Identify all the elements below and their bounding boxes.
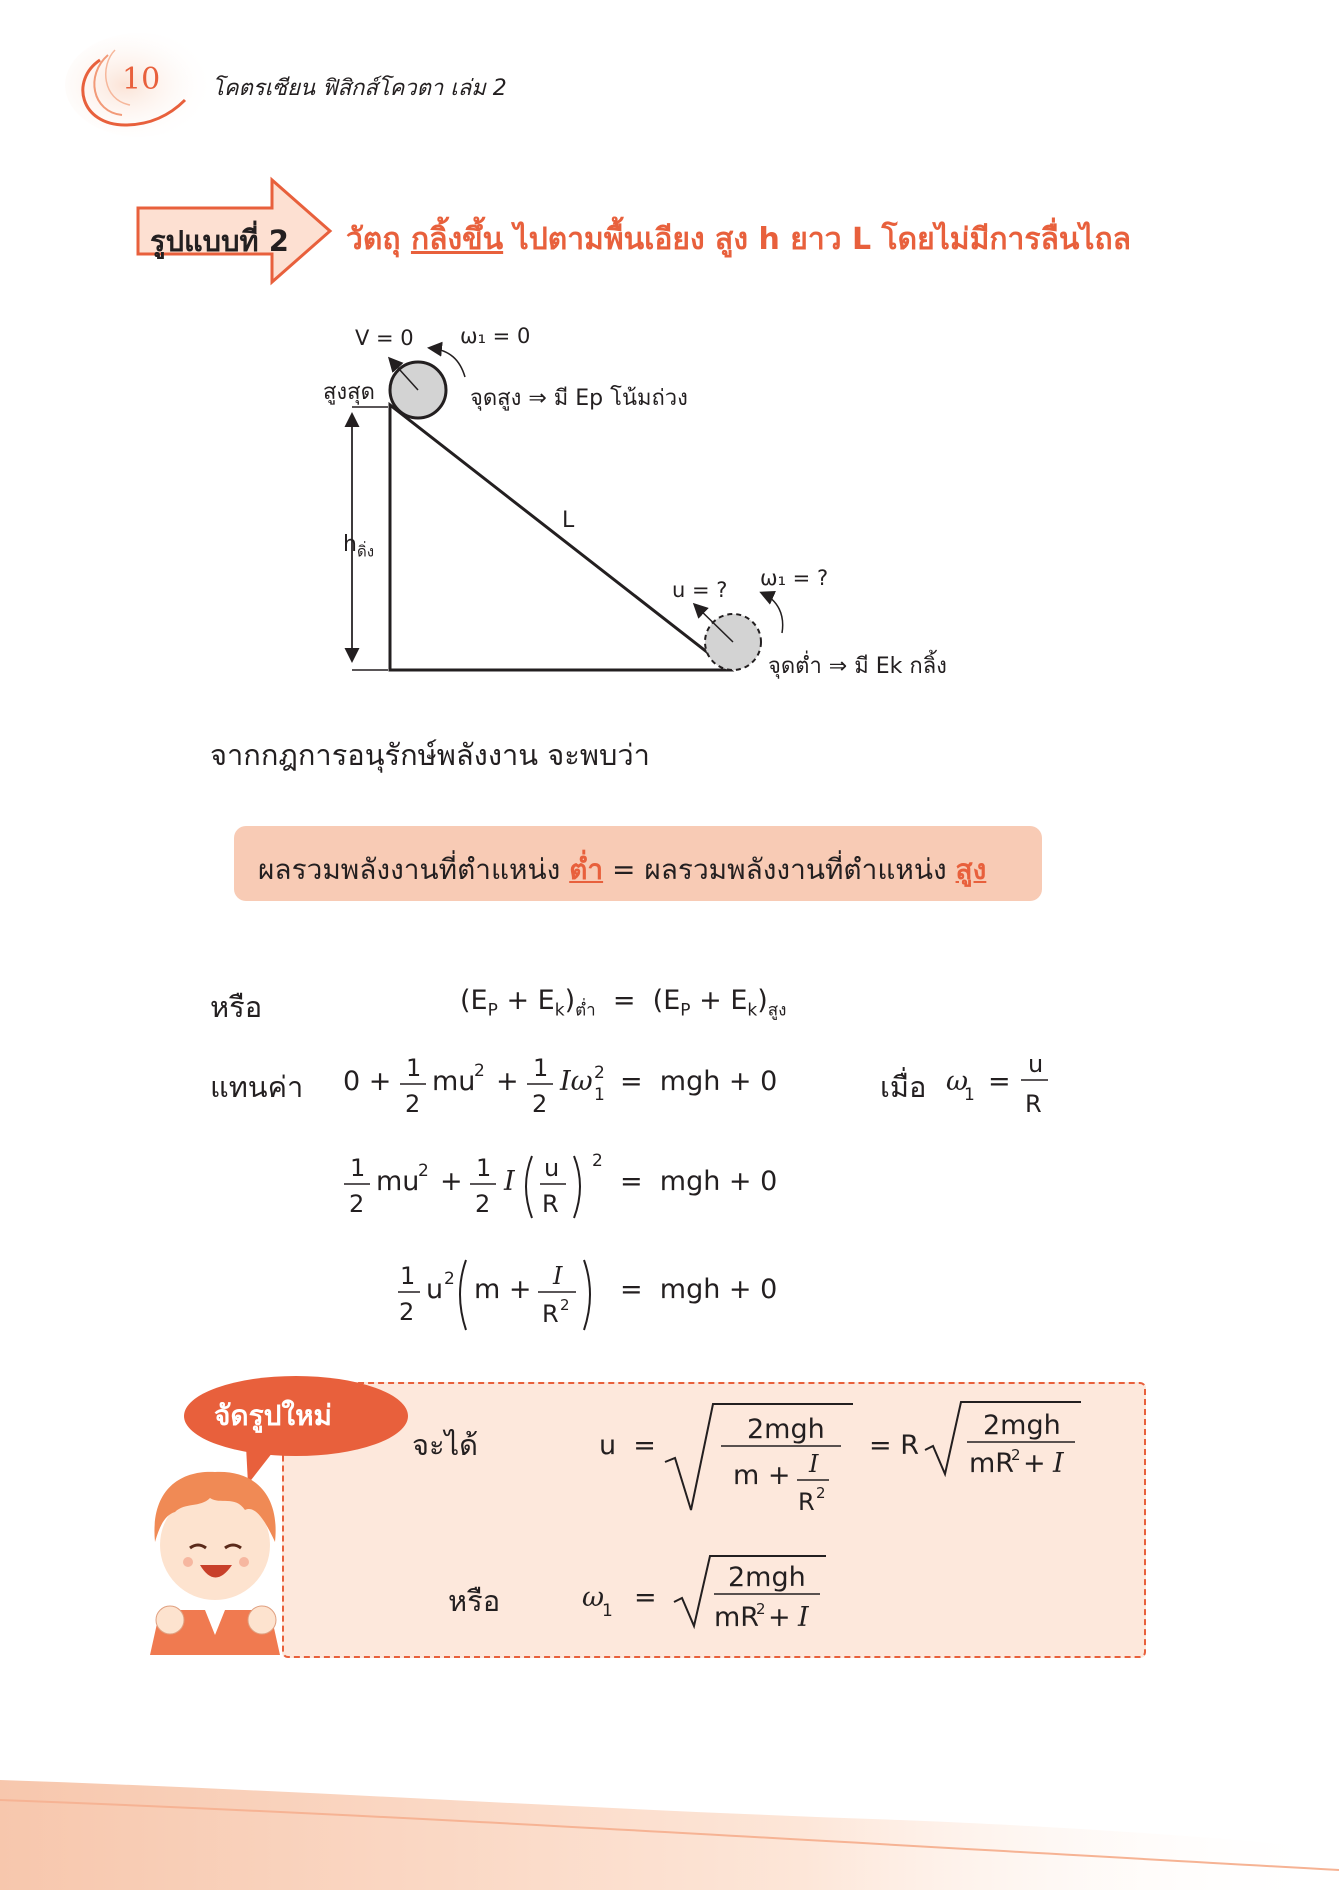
svg-text:2: 2 xyxy=(399,1298,415,1326)
svg-text:Iω: Iω xyxy=(560,1066,593,1097)
svg-text:=: = xyxy=(988,1066,1011,1097)
svg-text:2: 2 xyxy=(474,1061,485,1081)
height-label xyxy=(343,532,374,563)
svg-text:1: 1 xyxy=(400,1262,416,1290)
svg-text:mR: mR xyxy=(969,1448,1015,1479)
svg-text:1: 1 xyxy=(533,1054,549,1082)
equation-2 xyxy=(338,1048,1078,1128)
svg-text:u: u xyxy=(426,1274,444,1305)
section-desc-underlined: กลิ้งขึ้น xyxy=(410,222,504,257)
svg-text:ω: ω xyxy=(946,1066,969,1097)
page-number: 10 xyxy=(122,62,161,97)
bottom-note: จุดต่ำ ⇒ มี Ek กลิ้ง xyxy=(768,654,947,679)
eq1-sub-high: สูง xyxy=(767,1000,787,1021)
intro-text: จากกฎการอนุรักษ์พลังงาน จะพบว่า xyxy=(210,738,650,772)
incline-triangle xyxy=(390,405,730,670)
equation-4 xyxy=(398,1250,798,1340)
svg-text:1: 1 xyxy=(476,1154,492,1182)
svg-text:u =: u = xyxy=(599,1430,656,1461)
when-label: เมื่อ xyxy=(880,1070,927,1104)
svg-text:2: 2 xyxy=(405,1090,421,1118)
section-desc-part1: วัตถุ xyxy=(346,222,411,257)
length-label: L xyxy=(562,508,575,533)
svg-text:R: R xyxy=(1025,1090,1042,1118)
svg-text:I: I xyxy=(798,1602,809,1633)
svg-text:u: u xyxy=(1028,1050,1044,1078)
law-low: ต่ำ xyxy=(569,853,604,886)
svg-text:1: 1 xyxy=(964,1085,975,1105)
substitute-label: แทนค่า xyxy=(210,1070,304,1104)
svg-text:I: I xyxy=(809,1450,819,1478)
svg-text:2: 2 xyxy=(594,1063,605,1083)
law-eq: = ผลรวมพลังงานที่ตำแหน่ง xyxy=(603,853,956,886)
svg-text:1: 1 xyxy=(602,1601,613,1621)
svg-text:2: 2 xyxy=(475,1190,491,1218)
svg-text:R: R xyxy=(542,1190,559,1218)
svg-text:m +: m + xyxy=(474,1274,532,1305)
section-description xyxy=(346,216,1131,263)
height-label-h: h xyxy=(343,532,357,557)
svg-text:mu: mu xyxy=(376,1166,420,1197)
footer-swoosh-decoration xyxy=(0,1770,1339,1890)
svg-text:2: 2 xyxy=(532,1090,548,1118)
svg-text:1: 1 xyxy=(594,1085,605,1105)
equation-3 xyxy=(344,1142,804,1232)
result-formula-omega xyxy=(580,1548,850,1638)
svg-text:2: 2 xyxy=(444,1269,455,1289)
svg-text:= mgh + 0: = mgh + 0 xyxy=(620,1066,778,1097)
law-statement xyxy=(258,848,986,892)
cartoon-boy-illustration xyxy=(130,1450,300,1655)
svg-text:2mgh: 2mgh xyxy=(747,1414,825,1445)
height-label-sub: ดิ่ง xyxy=(356,542,375,561)
omega-bottom-label: ω₁ = ? xyxy=(760,566,829,590)
svg-text:+: + xyxy=(768,1602,791,1633)
svg-text:= R: = R xyxy=(869,1430,919,1461)
svg-text:= mgh + 0: = mgh + 0 xyxy=(620,1166,778,1197)
svg-text:2: 2 xyxy=(349,1190,365,1218)
svg-text:0 +: 0 + xyxy=(343,1066,392,1097)
or-label-2: หรือ xyxy=(448,1584,501,1618)
eq1-sub-low: ต่ำ xyxy=(575,1000,596,1021)
svg-text:1: 1 xyxy=(406,1054,422,1082)
svg-text:2: 2 xyxy=(418,1161,429,1181)
speech-bubble-text: จัดรูปใหม่ xyxy=(214,1399,332,1432)
book-title: โคตรเซียน ฟิสิกส์โควตา เล่ม 2 xyxy=(212,76,507,101)
svg-text:2mgh: 2mgh xyxy=(983,1410,1061,1441)
svg-text:+: + xyxy=(1023,1448,1046,1479)
result-formula-u xyxy=(595,1392,1095,1522)
svg-text:2: 2 xyxy=(816,1484,826,1502)
svg-text:I: I xyxy=(1053,1448,1064,1479)
equation-1: $(E_P + E_k)_{ต่ำ} = (E_P + E_k)_{สูง}$ xyxy=(460,985,787,1021)
u-bottom-label: u = ? xyxy=(672,578,728,602)
get-label: จะได้ xyxy=(412,1428,478,1462)
svg-text:I: I xyxy=(553,1262,563,1290)
svg-text:= mgh + 0: = mgh + 0 xyxy=(620,1274,778,1305)
law-part1: ผลรวมพลังงานที่ตำแหน่ง xyxy=(258,853,570,886)
svg-text:mR: mR xyxy=(714,1602,760,1633)
svg-text:2: 2 xyxy=(756,1600,766,1618)
svg-text:R: R xyxy=(542,1300,559,1328)
svg-text:2: 2 xyxy=(560,1296,570,1314)
svg-text:1: 1 xyxy=(350,1154,366,1182)
section-label: รูปแบบที่ 2 xyxy=(150,224,289,258)
svg-text:m +: m + xyxy=(733,1460,791,1491)
svg-text:2mgh: 2mgh xyxy=(728,1562,806,1593)
law-high: สูง xyxy=(955,853,987,886)
svg-text:2: 2 xyxy=(1011,1446,1021,1464)
svg-text:=: = xyxy=(634,1582,657,1613)
svg-text:2: 2 xyxy=(592,1151,603,1171)
svg-text:R: R xyxy=(798,1488,815,1516)
svg-text:ω: ω xyxy=(582,1582,605,1613)
v-top-label: V = 0 xyxy=(355,326,414,350)
svg-text:+: + xyxy=(440,1166,463,1197)
svg-text:u: u xyxy=(544,1154,560,1182)
top-label: สูงสุด xyxy=(323,380,375,405)
svg-text:+: + xyxy=(496,1066,519,1097)
omega-top-label: ω₁ = 0 xyxy=(460,324,531,348)
svg-text:I: I xyxy=(504,1166,515,1197)
svg-text:mu: mu xyxy=(432,1066,476,1097)
top-note: จุดสูง ⇒ มี Ep โน้มถ่วง xyxy=(470,386,688,411)
section-desc-part2: ไปตามพื้นเอียง สูง h ยาว L โดยไม่มีการลื่นไถล xyxy=(503,222,1132,257)
or-label: หรือ xyxy=(210,990,263,1024)
